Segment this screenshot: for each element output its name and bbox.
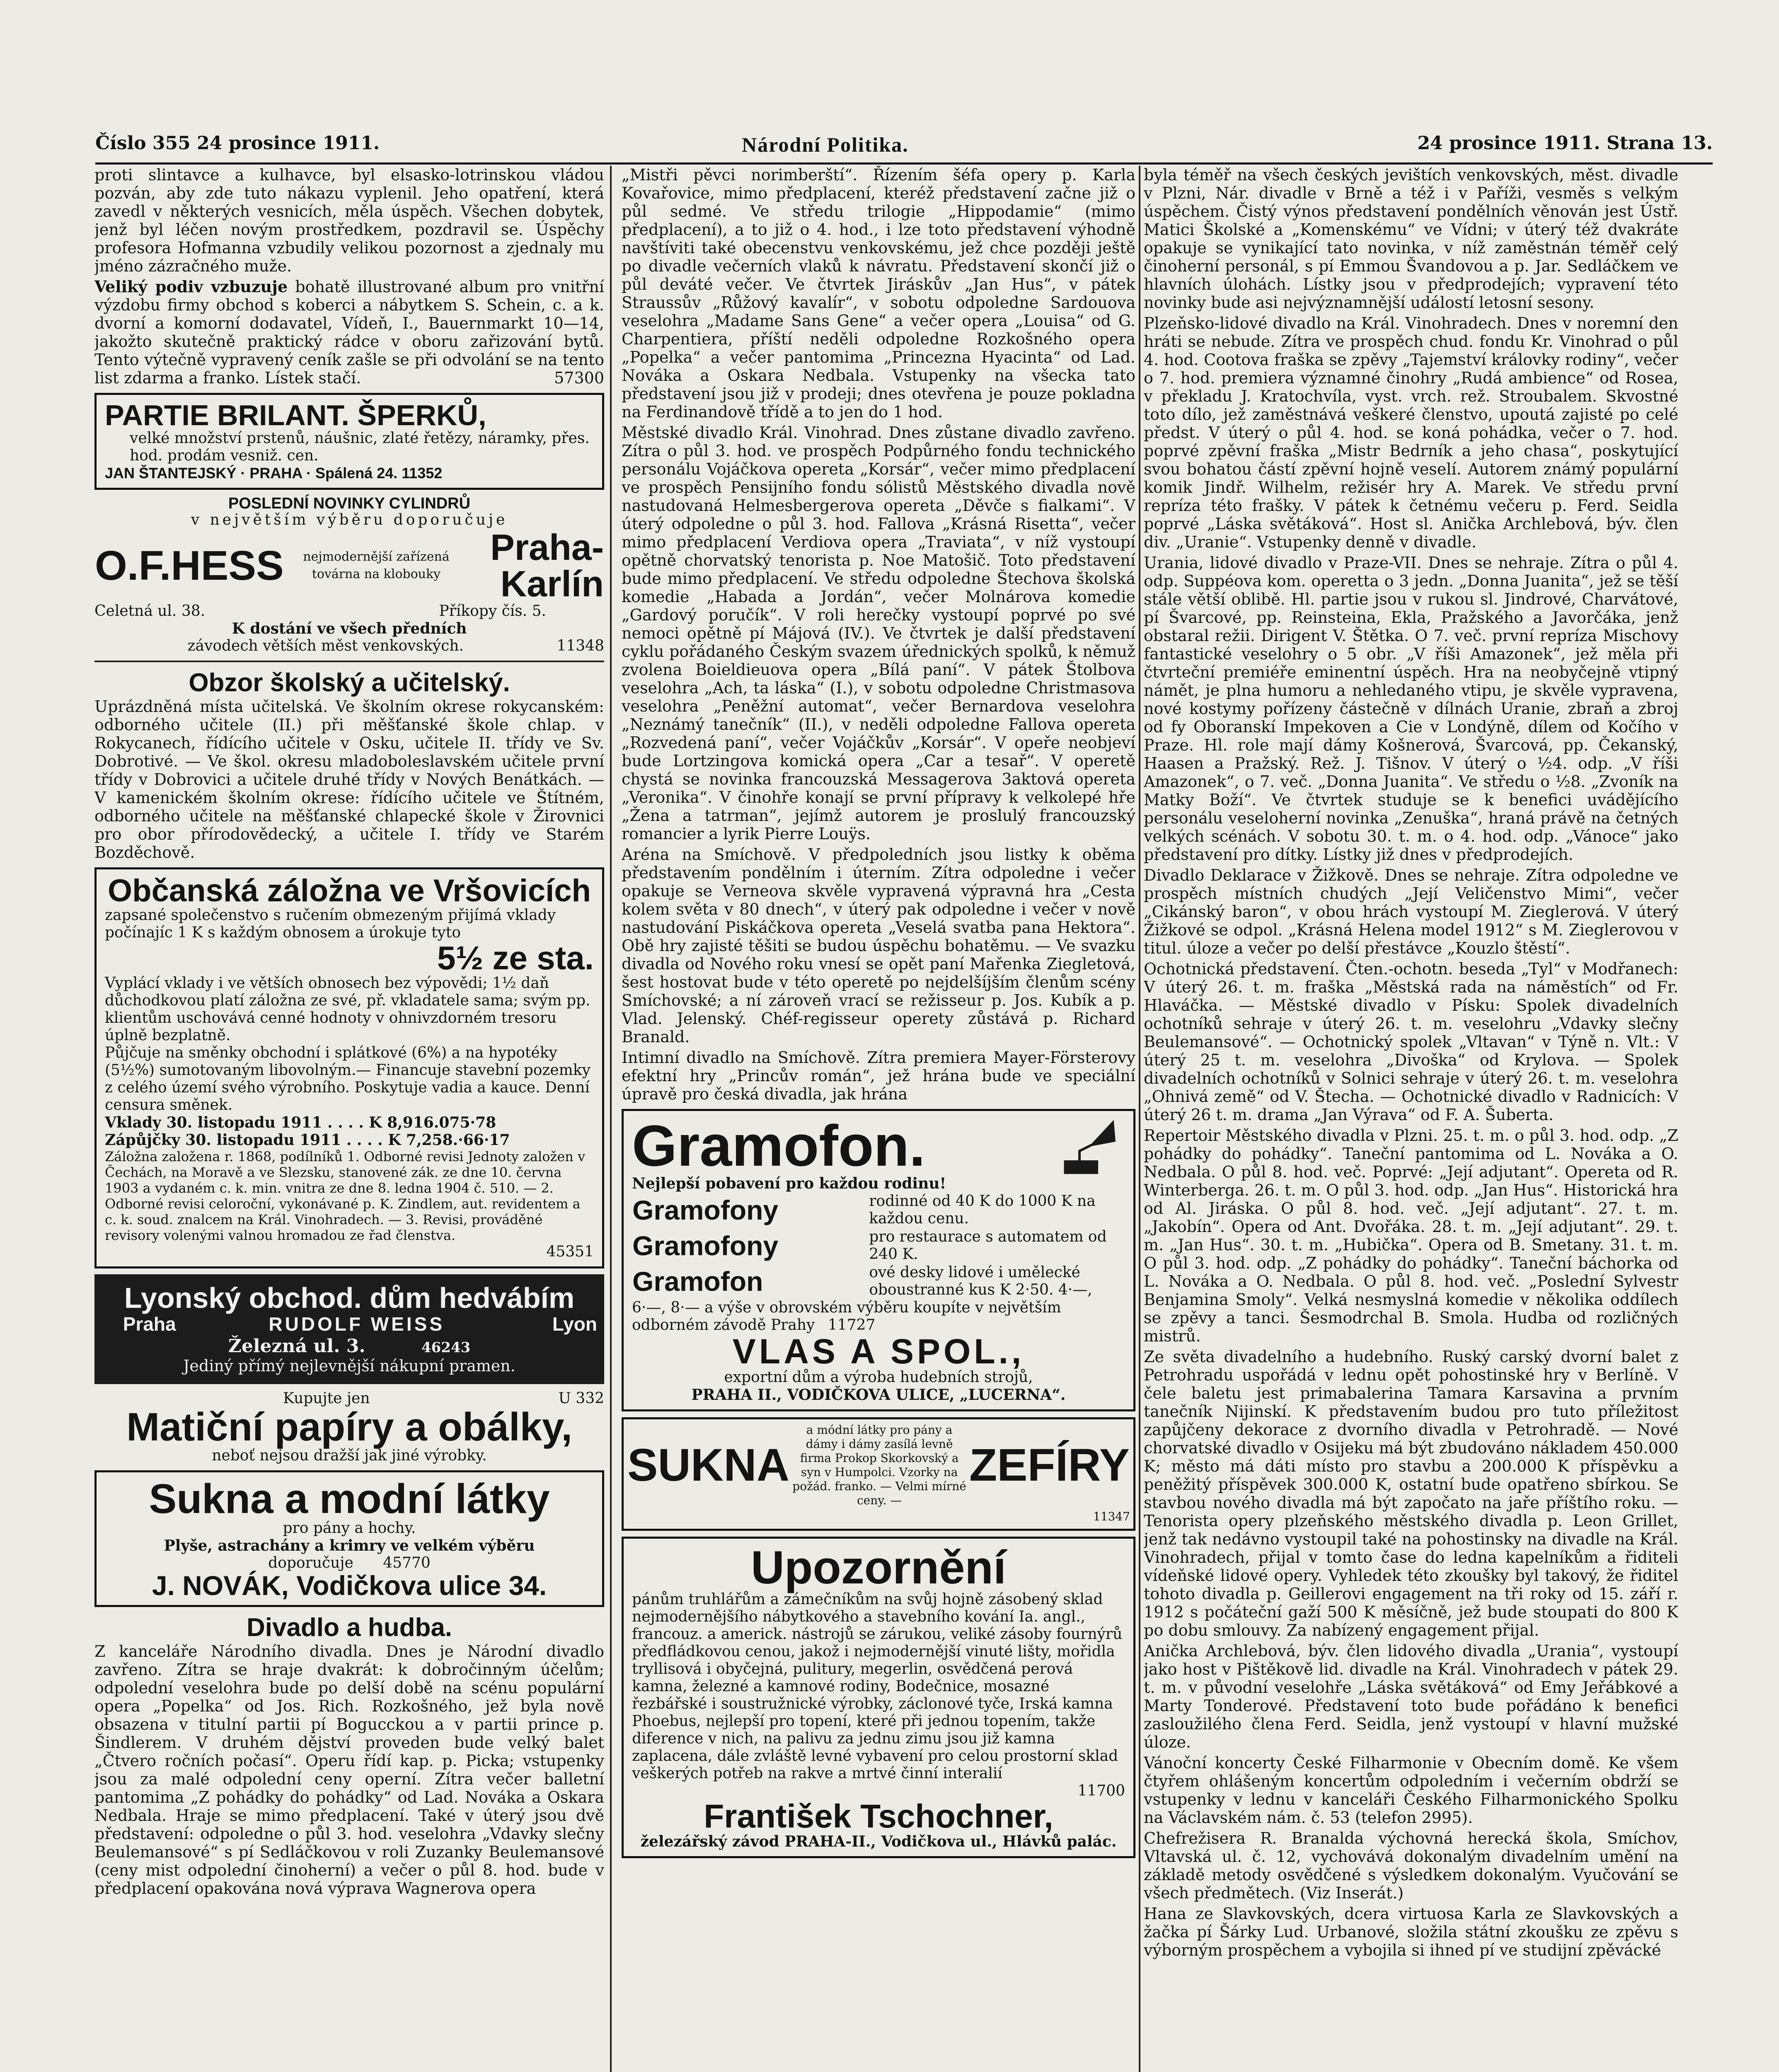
page-header xyxy=(95,133,1713,162)
ad-address: Příkopy čís. 5. xyxy=(439,603,546,620)
column-left xyxy=(94,166,604,2072)
article-text: Aréna na Smíchově. V předpoledních jsou listky k oběma představením pondělním i úterním. Zítra odpoledne i večer opakuje se Verneova skvěle vypravená výpravná hra „Cesta kolem světa v 80 dnech“, v úterý pak odpoledne i večer v nově nastudování Piskáčkova opereta „Veselá svatba pana Hektora“. Obě hry zajisté těšiti se budou úspěchu bohatěmu. — Ve svazku divadla od Nového roku vnesí se opět paní Mařenka Ziegletová, šest hostovat bude v této operetě po nejdelšíjším členům scény Smíchovské; a ní zároveň vrací se režisseur p. Jos. Kubík a p. Vlad. Jelenský. Chéf-regisseur operety zůstává p. Richard Branald. xyxy=(622,845,1135,1046)
ad-code: U 332 xyxy=(558,1390,604,1407)
ad-footer: J. NOVÁK, Vodičkova ulice 34. xyxy=(152,1570,547,1601)
section-title: Divadlo a hudba. xyxy=(246,1613,453,1642)
ad-text: pro restaurace s automatem od 240 K. xyxy=(869,1228,1107,1263)
ad-tagline: Jediný přímý nejlevnější nákupní pramen. xyxy=(183,1357,516,1375)
ad-number: 11347 xyxy=(1093,1510,1130,1523)
ad-text: velké množství prstenů, náušnic, zlaté řetězy, náramky, přes. hod. prodám vesniž. cen. xyxy=(130,430,590,464)
ad-upozorneni xyxy=(622,1537,1135,1858)
ad-number: 11348 xyxy=(557,637,604,654)
ad-text xyxy=(632,1299,1125,1334)
ad-street: Železná ul. 3. xyxy=(228,1336,365,1357)
ad-title: Občanská záložna ve Vršovicích xyxy=(108,873,591,908)
ad-sub: v největším výběru doporučuje xyxy=(191,511,508,528)
ad-firm: František Tschochner, xyxy=(704,1798,1053,1835)
ad-address: PRAHA II., VODIČKOVA ULICE, „LUCERNA“. xyxy=(691,1386,1066,1404)
ad-interest-rate: 5½ ze sta. xyxy=(437,939,594,976)
article-text: Chefrežisera R. Branalda výchovná herecká škola, Smíchov, Vltavská ul. č. 12, vychovává dokonalým divadelním umění na základě metody osvědčené s výsledkem dokonalým. Vyučování se všech předmětech. (Viz Inserát.) xyxy=(1144,1829,1678,1902)
ad-text xyxy=(105,1554,594,1572)
ad-text: exportní dům a výroba hudebních strojů, xyxy=(724,1369,1033,1386)
ad-matice xyxy=(94,1390,604,1464)
ad-number: 45351 xyxy=(546,1243,594,1260)
ad-address: Celetná ul. 38. xyxy=(94,603,206,620)
article-text: byla téměř na všech českých jevištích venkovských, měst. divadle v Plzni, Nár. divadle v Brně a též i v Paříži, vesměs s velkým úspěchem. Čistý výnos představení pondělních věnován jest Ústř. Matici Školské a „Komenskému“ ve Vídni; v úterý též dvakráte opakuje se vynikající tato novinka, v níž zaměstnán téměř celý činoherní personál, s pí Emmou Švandovou a p. Jar. Sedláčkem ve hlavních úlohách. Lístky jsou v předprodejích; vypravení této novinky bude asi nejvýznamnější událostí letosní sesony. xyxy=(1144,166,1678,312)
column-right xyxy=(1144,166,1678,2072)
article-text: Z kanceláře Národního divadla. Dnes je Národní divadlo zavřeno. Zítra se hraje dvakrát: k dobročinným účelům; odpolední veselohra bude po delší době na scénu populární opera „Popelka“ od Jos. Rich. Rozkošného, jež byla nově obsazena v titulní partii pí Bogucckou a v partii prince p. Šindlerem. V druhém dějství proveden bude velký balet „Čtvero ročních počasí“. Operu řídí kap. p. Picka; vstupenky jsou za malé odpolední ceny operní. Zítra večer balletní pantomima „Z pohádky do pohádky“ od Lad. Nováka a Oskara Nedbala. Hraje se mimo předplacení. Také v úterý jsou dvě představení: odpoledne o půl 3. hod. veselohra „Vdavky slečny Beulemansové“ s pí Sedláčkovou v roli Zuzanky Beulemansové (ceny mist odpolední činoherní) a večer o půl 8. hod. bude v předplacení opakována nová výprava Wagnerova opera xyxy=(94,1642,604,1898)
ad-owner: RUDOLF WEISS xyxy=(269,1313,445,1335)
article-text: Plzeňsko-lidové divadlo na Král. Vinohradech. Dnes v noremní den hráti se nebude. Zítra ve prospěch chud. fondu Kr. Vinohrad o půl 4. hod. Cootova fraška se zpěvy „Tajemství královky rodiny“, večer o 7. hod. premiera významné činohry „Rudá ambience“ od Rosea, v překladu J. Kratochvíla, vyst. vrch. rež. Stroubalem. Skvostné toto dílo, jež zaměstnává veškeré členstvo, upoutá zajisté po celé předst. V úterý o půl 4. hod. se koná pohádka, večer o 7. hod. poprvé zpěvní fraška „Mistr Bedrník a jeho chasa“, poskytující svou bohatou částí zpěvní hojně veselí. Autorem známý populární komik Jindř. Wilhelm, režisér hry A. Marek. Ve středu první repríza této frašky. V pátek k četnému večeru p. Ferd. Seidla poprvé „Láska světáková“. Host sl. Anička Archlebová, býv. člen div. „Uranie“. Vstupenky denně v divadle. xyxy=(1144,314,1678,551)
ad-word: Gramofony xyxy=(632,1195,779,1225)
masthead-title: Národní Politika. xyxy=(742,133,909,156)
ad-number: 45770 xyxy=(383,1554,431,1571)
ad-title: Sukna a modní látky xyxy=(149,1476,550,1522)
article-text: Divadlo Deklarace v Žižkově. Dnes se nehraje. Zítra odpoledne ve prospěch místních chudých „Její Veličenstvo Mimi“, večer „Cikánský baron“, v obou hrách vystoupí M. Zieglerová. V úterý Žižkové se odpol. „Krásná Helena model 1912“ s M. Zieglerovou v titul. úloze a večer po delší přestávce „Kouzlo štěstí“. xyxy=(1144,866,1678,957)
ad-text: neboť nejsou dražší jak jiné výrobky. xyxy=(212,1447,487,1464)
ad-lyon xyxy=(94,1274,604,1384)
article-lead: Veliký podiv vzbuzuje xyxy=(94,277,288,296)
gramophone-icon xyxy=(1055,1117,1117,1179)
ad-hess-row xyxy=(94,529,604,603)
ad-word: Gramofon xyxy=(632,1266,763,1297)
ad-address: železářský závod PRAHA-II., Vodičkova ul., Hlávků palác. xyxy=(640,1833,1117,1850)
ad-brand: O.F.HESS xyxy=(95,542,284,589)
ad-firm: VLAS A SPOL., xyxy=(732,1332,1025,1371)
ad-loans: Zápůjčky 30. listopadu 1911 . . . . K 7,258.·66·17 xyxy=(105,1131,510,1149)
article-text: Repertoir Městského divadla v Plzni. 25. t. m. o půl 3. hod. odp. „Z pohádky do pohádky“. Taneční pantomima od L. Nováka a O. Nedbala. O půl 8. hod. več. Poprvé: „Její adjutant“. Opereta od R. Winterberga. 26. t. m. O půl 3. hod. odp. „Jan Hus“. Historická hra od Al. Jiráska. O půl 8. hod. več. „Její adjutant“. 27. t. m. „Jakobín“. Opera od Ant. Dvořáka. 28. t. m. „Její adjutant“. 29. t. m. „Jan Hus“. 30. t. m. „Hubička“. Opera od B. Smetany. 31. t. m. O půl 3. hod. odp. „Z pohádky do pohádky“. Taneční báchorka od L. Nováka a O. Nedbala. O půl 8. hod. več. „Poslední Sylvestr Benjamina Smoly“. Velká nesmyslná komedie v několika oddílech se zpěvy a tanci. Šesmodrchal B. Smola. Hudba od rozličných mistrů. xyxy=(1144,1126,1678,1345)
ad-title: PARTIE BRILANT. ŠPERKŮ, xyxy=(105,399,487,431)
article-text: Ochotnická představení. Čten.-ochotn. beseda „Tyl“ v Modřanech: V úterý 26. t. m. fraška „Městská rada na náměstích“ od Fr. Hlaváčka. — Městské divadlo v Písku: Spolek divadelních ochotníků sehraje v úterý 26. t. m. veselohru „Vdavky slečny Beulemansové“. — Ochotnický spolek „Vltavan“ v Týně n. Vlt.: V úterý 25 t. m. veselohra „Divoška“ od Krylova. — Spolek divadelních ochotníků v Solnici sehraje v úterý 26. t. m. veselohra „Ohnivá země“ od V. Štecha. — Ochotnické divadlo v Radnicích: V úterý 26 t. m. drama „Jan Výrava“ od F. A. Šuberta. xyxy=(1144,960,1678,1124)
date-page-number: 24 prosince 1911. Strana 13. xyxy=(1417,133,1713,154)
ad-sukna-zefiry xyxy=(622,1417,1135,1531)
article-text: Hana ze Slavkovských, dcera virtuosa Karla ze Slavkovských a žačka pí Šárky Lud. Urbanové, složila státní zkoušku ze zpěvu s výborným prospěchem a vybojila si ihned pí ve studijní zpěvácké xyxy=(1144,1905,1678,1959)
ad-title: Gramofon. xyxy=(632,1113,925,1178)
ad-text: rodinné od 40 K do 1000 K na každou cenu. xyxy=(869,1193,1096,1227)
ad-headline: POSLEDNÍ NOVINKY CYLINDRŮ xyxy=(228,495,471,512)
ad-text: pánům truhlářům a zámečníkům na svůj hojně zásobený sklad nejmodernějšího nábytkového a stavebního kování Ia. angl., francouz. a americk. nástrojů se zárukou, veliké zásoby fournýrů předfládkovou cenou, jakož i nejmodernější vinuté lišty, mořidla tryllisová i obyčejná, pulitury, megerlin, osvědčená perová kamna, železné a kamnové rodiny, Bodečnice, mosazné řezbářské i soustružnické výrobky, záclonové tyče, Irská kamna Phoebus, nejlepší pro topení, které při jednou topením, takže diference v nich, na palivu za jednu zimu jsou již kamna zaplacena, dále zvláště levné vybavení pro celou prostorní sklad veškerých potřeb na rakve a mrtvé činní interalií xyxy=(632,1591,1123,1782)
ad-text: Půjčuje na směnky obchodní i splátkové (6%) a na hypotéky (5½%) sumotovaným libovolným.— Financuje stavební pozemky z celého území svého výrobního. Poskytuje vadia a kauce. Denní censura směnek. xyxy=(105,1044,591,1113)
ad-address-row xyxy=(101,1336,598,1357)
ad-text: nejmodernější zařízená továrna na klobouky xyxy=(303,549,450,581)
ad-text: Plyše, astrachány a krimry ve velkém výběru xyxy=(164,1537,535,1554)
column-divider xyxy=(610,166,612,2072)
article-text: „Mistři pěvci norimberští“. Řízením šéfa opery p. Karla Kovařovice, mimo předplacení, kteréž představení začne již o půl sedmé. Ve středu trilogie „Hippodamie“ (mimo předplacení), a to již o 4. hod., i lze toto představení výhodně navštíviti také obecenstvu venkovskému, jež chce později ještě po divadle večerních vlaků k návratu. Představení skončí již o půl deváté večer. Ve čtvrtek Jiráskův „Jan Hus“, v pátek Straussův „Růžový kavalír“, v sobotu odpoledne Sardouova veselohra „Madame Sans Gene“ a večer opera „Louisa“ od G. Charpentiera, příští neděli odpoledne Rozkošného opera „Popelka“ a večer pantomima „Princezna Hyacinta“ od Lad. Nováka a Oskara Nedbala. Vstupenky na všecka tato představení jsou již v prodeji; dnes otevřena je pouze pokladna na Ferdinandově třídě a to jen do 1 hod. xyxy=(622,166,1135,421)
ad-zefiry-row xyxy=(627,1423,1130,1508)
ad-deposits: Vklady 30. listopadu 1911 . . . . K 8,916.075·78 xyxy=(105,1114,496,1131)
article-text xyxy=(94,278,604,387)
ad-text: zapsané společenstvo s ručením obmezeným přijímá vklady počínajíc 1 K s každým obnosem a úrokuje tyto xyxy=(105,907,556,941)
article-text: Městské divadlo Král. Vinohrad. Dnes zůstane divadlo zavřeno. Zítra o půl 3. hod. ve prospěch Podpůrného fondu technického personálu Vojáčkova opereta „Korsár“, večer mimo předplacení ve prospěch Pensijního fondu sólistů Městského divadla nově nastudovaná Helmesbergerova opereta „Děvče s fialkami“. V úterý odpoledne o půl 3. hod. Fallova „Krásná Risetta“, večer mimo předplacení Verdiova opera „Traviata“, v níž vystoupí opětně chorvatský tenorista p. Noe Matošič. Toto představení bude mimo předplacení. Ve středu odpoledne Štechova školská komedie „Habada a Jordán“, večer Molnárova komedie „Gardový poručík“. V roli herečky vystoupí poprvé po své nemoci opětně pí Májová (IV.). Ve čtvrtek je další představení cyklu pořádaného Českým svazem úřednických spolků, k němuž zvolena Boieldieuova opera „Bílá paní“. V pátek Štolbova veselohra „Ach, ta láska“ (I.), v sobotu odpoledne Christmasova veselohra „Peněžní automat“, večer Bernardova veselohra „Neznámý tanečník“ (II.), v neděli odpoledne Fallova opereta „Rozvedená paní“, večer Vojáčkův „Korsár“. V opeře neobjeví bude Lortzingova komická opera „Car a tesař“. V operetě chystá se novinka francouzská Messagerova 3aktová opereta „Veronika“. V činohře konají se první přípravy k velkolepé hře „Žena a tatrman“, jejímž autorem je proslulý francouzský romancier a lyrik Pierre Louÿs. xyxy=(622,424,1135,843)
ad-word: ZEFÍRY xyxy=(969,1440,1130,1491)
ad-subtitle: Nejlepší pobavení pro každou rodinu! xyxy=(632,1175,946,1192)
ad-text: a módní látky pro pány a dámy i dámy zasílá levně firma Prokop Skorkovský a syn v Humpolci. Vzorky na požád. franko. — Velmi mírné ceny. — xyxy=(792,1423,966,1507)
ad-zalozna xyxy=(94,867,604,1268)
ad-text: 6·—, 8·— a výše v obrovském výběru koupíte v největším odborném závodě Prahy xyxy=(632,1299,1061,1334)
article-text: proti slintavce a kulhavce, byl elsasko-lotrinskou vládou pozván, aby zde tuto nákazu vyplenil. Jeho opatření, která zavedl v některých vesnicích, měla úspěch. Všechen dobytek, jenž byl léčen novým prostředkem, pozdravil se. Úspěchy profesora Hofmanna vzbudily velikou pozornost a zjednaly mu jméno zázračného muže. xyxy=(94,166,604,275)
ad-text: závodech větších měst venkovských. xyxy=(187,637,464,654)
ad-title: Lyonský obchod. dům hedvábím xyxy=(124,1282,575,1314)
ad-address-row xyxy=(94,603,604,620)
ad-gram-rows xyxy=(632,1192,1125,1299)
article-text: Anička Archlebová, býv. člen lidového divadla „Urania“, vystoupí jako host v Pištěkově lid. divadle na Král. Vinohradech v pátek 29. t. m. v původní veselohře „Láska světáková“ od Emy Jeřábkové a Marty Tonderové. Představení toto bude pořádáno k benefici zasloužilého člena Ferd. Seidla, jenž vystoupí v hlavní mužské úloze. xyxy=(1144,1642,1678,1751)
ad-text: ové desky lidové i umělecké oboustranné kus K 2·50. 4·—, xyxy=(869,1264,1092,1298)
ad-title: Matiční papíry a obálky, xyxy=(126,1405,572,1449)
ad-lyon-row xyxy=(101,1312,598,1336)
ad-hess xyxy=(94,496,604,655)
ad-number: 11700 xyxy=(1077,1782,1125,1799)
ad-number: 46243 xyxy=(421,1339,471,1356)
ad-title-row xyxy=(632,1113,1125,1178)
issue-number-date: Číslo 355 24 prosince 1911. xyxy=(95,133,380,154)
article-text: Ze světa divadelního a hudebního. Ruský carský dvorní balet z Petrohradu uspořádá v lednu opět pohostinské hry v Berlíně. V čele baletu jest primabalerina Tamara Karsavina a prvním tanečník Nijinskí. K představením budou pro tuto příležitost zapůjčeny dekorace z dvorního divadla v Petrohradě. — Nové chorvatské divadlo v Osijeku má být zbudováno nákladem 450.000 K; město má dáti místo pro stavbu a 200.000 K příspěvku a peněžitý příspěvek 300.000 K, ostatní bude opatřeno sbírkou. Se stavbou nového divadla má být započato na jaře příštího roku. — Tenorista opery plzeňského městského divadla p. Leon Grillet, jenž tak nedávno vystoupil také na pohostinsky na divadle na Král. Vinohradech, přijal v tomto čase do ledna kapelníkům a řiditeli vídeňské lidové opery. Vyhledek této zkoušky byl takový, že řiditel tohoto divadla p. Geillerovi engagement na tři roky od 15. září r. 1912 s počáteční gaží 500 K měsíčně, jež bude stoupati do 800 K po dobu smlouvy. Za nabízený engagement přijal. xyxy=(1144,1348,1678,1639)
ad-text: K dostání ve všech předních xyxy=(232,620,467,637)
ad-number: 57300 xyxy=(554,369,604,387)
ad-sukna-novak xyxy=(94,1470,604,1607)
ad-text xyxy=(94,637,604,655)
ad-gramofon xyxy=(622,1109,1135,1411)
ad-word: SUKNA xyxy=(627,1440,790,1491)
ad-city: Lyon xyxy=(552,1313,597,1335)
section-title: Obzor školský a učitelský. xyxy=(189,668,510,697)
ad-word: Gramofony xyxy=(632,1230,779,1261)
header-rule xyxy=(95,162,1713,165)
ad-number: 11727 xyxy=(828,1317,876,1334)
ad-text: Záložna založena r. 1868, podílníků 1. Odborné revisi Jednoty založen v Čechách, na Moravě a ve Slezsku, stanovené zák. ze dne 10. června 1903 a vydaném c. k. min. vnitra ze dne 8. ledna 1904 č. 510. — 2. Odborné revisi celoroční, vykonávané p. K. Zindlem, aut. revidentem a c. k. soud. znalcem na Král. Vinohradech. — 3. Revisi, prováděné revisory volenými valnou hromadou ze řad členstva. xyxy=(105,1149,586,1243)
article-body: bohatě illustrované album pro vnitřní výzdobu firmy obchod s koberci a nábytkem S. Schein, c. a k. dvorní a komorní dodavatel, Vídeň, I., Bauernmarkt 10—14, jakožto skutečně praktický rádce v oboru zařizování bytů. Tento výtečně vypravený ceník zašle se při odvolání se na tento list zdarma a franko. Lístek stačí. xyxy=(94,278,604,387)
ad-city: Praha-Karlín xyxy=(490,527,604,604)
ad-text: doporučuje xyxy=(268,1554,353,1571)
section-rule xyxy=(94,661,604,662)
column-divider xyxy=(1139,166,1140,2072)
column-middle xyxy=(622,166,1135,2072)
article-text: Vánoční koncerty České Filharmonie v Obecním domě. Ke všem čtyřem ohlášeným koncertům odpoledním i večerním obdrží se vstupenky v lednu v kanceláři Českého Filharmonického Spolku na Václavském nám. č. 53 (telefon 2995). xyxy=(1144,1754,1678,1827)
ad-partie-brilant xyxy=(94,393,604,490)
ad-text: Kupujte jen xyxy=(283,1390,370,1407)
article-text: Urania, lidové divadlo v Praze-VII. Dnes se nehraje. Zítra o půl 4. odp. Suppéova kom. operetta o 3 jedn. „Donna Juanita“, jež se těší stále větší oblibě. Hl. partie jsou v rukou sl. Jindrové, Charvátové, pí Švarcové, pp. Reinsteina, Ekla, Pražského a Javorčáka, jenž obstaral režii. Dirigent V. Štětka. O 7. več. první repríza Mischovy fantastické veselohry o 5 obr. „V říši Amazonek“, jež měla při čtvrteční premiéře eminentní úspěch. Hra na neobyčejně vtipný námět, je plna humoru a nehledaného vtipu, je skvěle vypravena, nové kostymy pořízeny částečně v dílnách Uranie, zbraň a zbroj od fy Oboranskí Impekoven a Cie v Londýně, dílem od Kočího v Praze. Hl. role mají dámy Košnerová, Švarcová, pp. Čekanský, Haasen a Pražský. Rež. J. Tišnov. V úterý o ½4. odp. „V říši Amazonek“, o 7. več. „Donna Juanita“. Ve středu o ½8. „Zvoník na Matky Boží“. Ve čtvrtek studuje se k benefici uvádějícího personálu veseloherní novinka „Zenuška“, hraná právě na četných velkých scénách. V sobotu 30. t. m. o 4. hod. odp. „Vánoce“ jako představení pro dítky. Lístky již dnes v předprodejích. xyxy=(1144,554,1678,864)
article-text: Intimní divadlo na Smíchově. Zítra premiera Mayer-Försterovy efektní hry „Princův román“, jež hrána bude ve speciální úpravě pro česká divadla, jak hrána xyxy=(622,1048,1135,1103)
ad-text: Vyplácí vklady i ve větších obnosech bez výpovědi; 1½ daň důchodkovou platí záložna ze své, př. vkladatele sama; svým pp. klientům uschovává cenné hodnoty v ohnivzdorném tresoru úplně bezplatně. xyxy=(105,975,591,1044)
ad-title: Upozornění xyxy=(751,1542,1006,1593)
article-text: Uprázdněná místa učitelská. Ve školním okrese rokycanském: odborného učitele (II.) při měšťanské škole chlap. v Rokycanech, řídícího učitele v Osku, učitele II. třídy ve Sv. Dobrotivé. — Ve škol. okresu mladoboleslavském učitele první třídy v Dobrovici a učitele druhé třídy v Nových Benátkách. — V kamenickém školním okrese: řídícího učitele ve Štítném, odborného učitele na měšťanské chlapecké škole v Žirovnici pro obor přírodovědecký, a učitele I. třídy ve Starém Bozděchově. xyxy=(94,697,604,862)
ad-footer: JAN ŠTANTEJSKÝ · PRAHA · Spálená 24. 11352 xyxy=(105,465,443,482)
ad-text: pro pány a hochy. xyxy=(283,1520,416,1537)
ad-city: Praha xyxy=(123,1313,176,1335)
